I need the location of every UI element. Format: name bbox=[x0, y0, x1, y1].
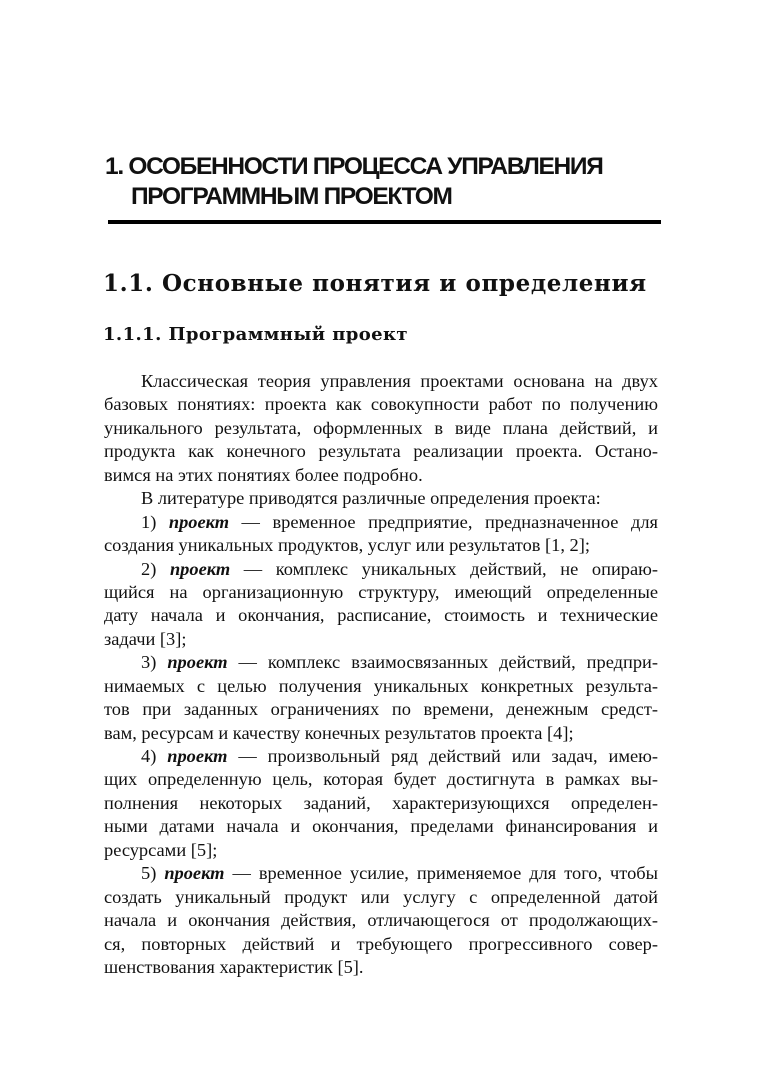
defined-term: проект bbox=[167, 746, 228, 766]
list-number: 5) bbox=[141, 863, 165, 884]
definition-text: — временное предприятие, предназначенное для bbox=[229, 511, 658, 532]
text-line bbox=[104, 862, 658, 885]
chapter-title-line-2: ПРОГРАММНЫМ ПРОЕКТОМ bbox=[131, 183, 452, 210]
list-number: 1) bbox=[141, 511, 169, 532]
text-line: ся, повторных действий и требующего прогрессивного совер- bbox=[104, 933, 658, 954]
text-line: базовых понятиях: проекта как совокупности работ по получению bbox=[104, 394, 658, 415]
text-line: вам, ресурсам и качеству конечных результатов проекта [4]; bbox=[104, 722, 574, 743]
text-line: создания уникальных продуктов, услуг или результатов [1, 2]; bbox=[104, 535, 590, 556]
definition-text: — временное усилие, применяемое для того, чтобы bbox=[224, 863, 659, 884]
definition-text: — комплекс взаимосвязанных действий, предпри- bbox=[227, 652, 659, 673]
text-line: вимся на этих понятиях более подробно. bbox=[104, 464, 423, 485]
text-line: начала и окончания действия, отличающегося от продолжающих- bbox=[104, 910, 658, 931]
text-line bbox=[104, 511, 658, 534]
list-number: 2) bbox=[141, 558, 170, 579]
text-line: щих определенную цель, которая будет достигнута в рамках вы- bbox=[104, 769, 658, 790]
text-line: ресурсами [5]; bbox=[104, 839, 218, 860]
text-line: продукта как конечного результата реализации проекта. Остано- bbox=[104, 441, 658, 462]
text-line: Классическая теория управления проектами основана на двух bbox=[141, 371, 658, 391]
list-number: 4) bbox=[141, 746, 168, 766]
text-line bbox=[104, 745, 658, 768]
section-heading: 1.1. Основные понятия и определения bbox=[103, 270, 647, 297]
text-line: щийся на организационную структуру, имеющий определенные bbox=[104, 581, 658, 602]
body-text bbox=[104, 370, 658, 979]
text-line: полнения некоторых заданий, характеризующихся определен- bbox=[104, 792, 658, 813]
text-line: задачи [3]; bbox=[104, 628, 187, 649]
text-line: создать уникальный продукт или услугу с определенной датой bbox=[104, 886, 658, 907]
defined-term: проект bbox=[167, 652, 228, 673]
text-line: шенствования характеристик [5]. bbox=[104, 956, 364, 977]
chapter-title bbox=[105, 152, 665, 212]
text-line bbox=[104, 558, 658, 581]
text-line: ными датами начала и окончания, пределами финансирования и bbox=[104, 816, 658, 837]
defined-term: проект bbox=[164, 863, 225, 884]
defined-term: проект bbox=[169, 558, 231, 579]
text-line: дату начала и окончания, расписание, стоимость и технические bbox=[104, 605, 658, 626]
text-line: тов при заданных ограничениях по времени, денежным средст- bbox=[104, 699, 658, 720]
list-number: 3) bbox=[141, 652, 168, 673]
chapter-title-line-1: 1. ОСОБЕННОСТИ ПРОЦЕССА УПРАВЛЕНИЯ bbox=[105, 153, 603, 180]
definition-text: — произвольный ряд действий или задач, имею- bbox=[227, 746, 658, 766]
chapter-divider bbox=[108, 220, 661, 224]
defined-term: проект bbox=[168, 511, 230, 532]
definition-text: — комплекс уникальных действий, не опираю- bbox=[230, 558, 659, 579]
text-line: В литературе приводятся различные определения проекта: bbox=[141, 488, 601, 509]
text-line bbox=[104, 651, 658, 674]
text-line: нимаемых с целью получения уникальных конкретных результа- bbox=[104, 675, 658, 696]
subsection-heading: 1.1.1. Программный проект bbox=[103, 324, 408, 345]
text-line: уникального результата, оформленных в виде плана действий, и bbox=[104, 417, 658, 438]
